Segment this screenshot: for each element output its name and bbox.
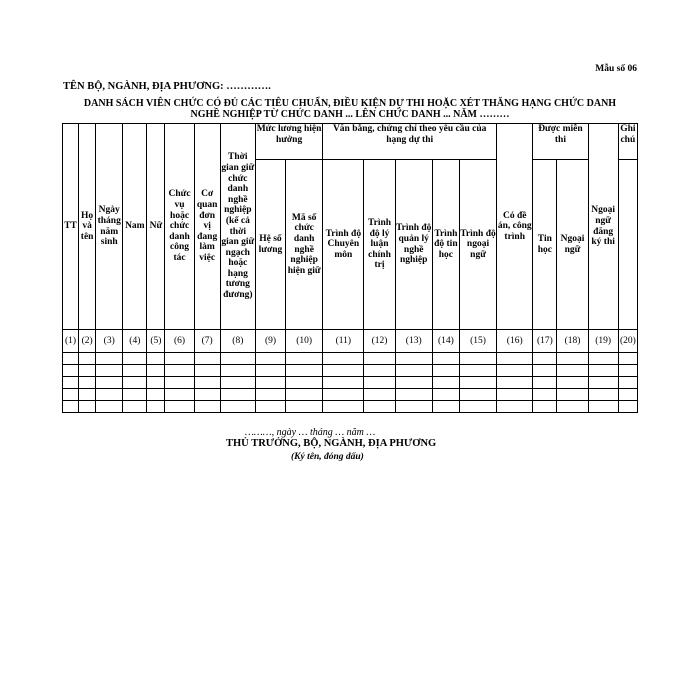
table-cell — [432, 365, 459, 377]
date-line: ………, ngày … tháng … năm … — [245, 427, 376, 438]
table-cell — [459, 365, 496, 377]
col-birth-date: Ngày tháng năm sinh — [96, 124, 123, 330]
col-job-code: Mã số chức danh nghề nghiệp hiện giữ — [286, 160, 323, 330]
ministry-line: TÊN BỘ, NGÀNH, ĐỊA PHƯƠNG: …………. — [63, 81, 271, 92]
column-number: (4) — [123, 330, 147, 353]
table-cell — [63, 377, 79, 389]
table-cell — [63, 365, 79, 377]
table-cell — [323, 353, 364, 365]
group-degrees: Văn bằng, chứng chỉ theo yêu cầu của hạng dự thi — [323, 124, 497, 160]
table-row — [63, 365, 638, 377]
column-number: (15) — [459, 330, 496, 353]
column-number: (14) — [432, 330, 459, 353]
table-cell — [459, 401, 496, 413]
col-workplace: Cơ quan đơn vị đang làm việc — [194, 124, 220, 330]
table-cell — [323, 365, 364, 377]
table-cell — [395, 353, 432, 365]
table-cell — [147, 401, 165, 413]
form-number: Mẫu số 06 — [595, 64, 637, 74]
table-cell — [497, 389, 533, 401]
table-cell — [96, 377, 123, 389]
table-cell — [165, 377, 194, 389]
table-cell — [557, 401, 588, 413]
column-number: (2) — [79, 330, 96, 353]
table-cell — [323, 401, 364, 413]
table-cell — [123, 389, 147, 401]
col-exempt-it: Tin học — [533, 160, 557, 330]
table-cell — [497, 377, 533, 389]
column-number: (6) — [165, 330, 194, 353]
signer-title: THỦ TRƯỞNG, BỘ, NGÀNH, ĐỊA PHƯƠNG — [226, 438, 437, 449]
table-cell — [165, 353, 194, 365]
col-it-level: Trình độ tin học — [432, 160, 459, 330]
table-cell — [123, 353, 147, 365]
table-cell — [395, 389, 432, 401]
table-cell — [557, 365, 588, 377]
table-cell — [557, 389, 588, 401]
table-cell — [194, 353, 220, 365]
table-cell — [459, 389, 496, 401]
document-title — [60, 98, 640, 120]
col-exempt-language: Ngoại ngữ — [557, 160, 588, 330]
table-cell — [618, 365, 637, 377]
column-number: (12) — [364, 330, 395, 353]
column-number: (3) — [96, 330, 123, 353]
candidate-table — [62, 123, 638, 413]
table-cell — [395, 401, 432, 413]
col-tt: TT — [63, 124, 79, 330]
table-cell — [286, 353, 323, 365]
table-cell — [96, 353, 123, 365]
table-cell — [123, 365, 147, 377]
table-cell — [165, 365, 194, 377]
table-cell — [79, 401, 96, 413]
table-cell — [286, 401, 323, 413]
table-cell — [432, 353, 459, 365]
table-cell — [194, 377, 220, 389]
table-cell — [79, 353, 96, 365]
table-cell — [147, 365, 165, 377]
title-line-1: DANH SÁCH VIÊN CHỨC CÓ ĐỦ CÁC TIÊU CHUẨN, ĐIỀU KIỆN DỰ THI HOẶC XÉT THĂNG HẠNG CHỨC DANH — [83, 98, 617, 109]
table-cell — [533, 401, 557, 413]
table-cell — [194, 401, 220, 413]
table-cell — [364, 401, 395, 413]
table-row — [63, 353, 638, 365]
table-cell — [96, 401, 123, 413]
table-cell — [63, 389, 79, 401]
table-cell — [364, 353, 395, 365]
table-cell — [165, 389, 194, 401]
table-cell — [432, 389, 459, 401]
table-cell — [618, 353, 637, 365]
table-cell — [432, 377, 459, 389]
column-number: (17) — [533, 330, 557, 353]
table-cell — [395, 365, 432, 377]
table-cell — [165, 401, 194, 413]
table-row — [63, 377, 638, 389]
col-professional-level: Trình độ Chuyên môn — [323, 160, 364, 330]
table-cell — [588, 377, 618, 389]
column-number: (7) — [194, 330, 220, 353]
table-cell — [588, 353, 618, 365]
column-number: (8) — [220, 330, 255, 353]
table-cell — [364, 377, 395, 389]
column-number: (16) — [497, 330, 533, 353]
table-cell — [147, 389, 165, 401]
col-female: Nữ — [147, 124, 165, 330]
col-full-name: Họ và tên — [79, 124, 96, 330]
table-cell — [79, 389, 96, 401]
table-cell — [618, 389, 637, 401]
column-number-row — [63, 330, 638, 353]
table-cell — [618, 401, 637, 413]
table-cell — [497, 365, 533, 377]
table-cell — [497, 353, 533, 365]
table-cell — [123, 377, 147, 389]
table-cell — [533, 353, 557, 365]
column-number: (11) — [323, 330, 364, 353]
table-cell — [147, 353, 165, 365]
column-number: (5) — [147, 330, 165, 353]
table-cell — [364, 389, 395, 401]
column-number: (9) — [255, 330, 285, 353]
table-cell — [63, 353, 79, 365]
table-cell — [395, 377, 432, 389]
col-project: Có đề án, công trình — [497, 124, 533, 330]
table-cell — [286, 389, 323, 401]
table-cell — [79, 365, 96, 377]
table-cell — [255, 353, 285, 365]
col-tenure: Thời gian giữ chức danh nghề nghiệp (kể cả thời gian giữ ngạch hoặc hạng tương đương) — [220, 124, 255, 330]
table-cell — [220, 389, 255, 401]
col-salary-coefficient: Hệ số lương — [255, 160, 285, 330]
table-cell — [220, 401, 255, 413]
table-cell — [194, 365, 220, 377]
col-political-theory: Trình độ lý luận chính trị — [364, 160, 395, 330]
table-cell — [79, 377, 96, 389]
column-number: (10) — [286, 330, 323, 353]
table-cell — [459, 353, 496, 365]
col-exam-language: Ngoại ngữ đăng ký thi — [588, 124, 618, 330]
table-cell — [123, 401, 147, 413]
table-cell — [96, 365, 123, 377]
table-cell — [533, 377, 557, 389]
group-exempt: Được miễn thi — [533, 124, 588, 160]
table-cell — [255, 389, 285, 401]
column-number: (19) — [588, 330, 618, 353]
table-cell — [255, 365, 285, 377]
col-male: Nam — [123, 124, 147, 330]
table-cell — [147, 377, 165, 389]
blank-rows — [63, 353, 638, 413]
table-cell — [533, 365, 557, 377]
table-cell — [220, 365, 255, 377]
table-cell — [618, 377, 637, 389]
table-cell — [286, 377, 323, 389]
table-cell — [459, 377, 496, 389]
group-salary: Mức lương hiện hưởng — [255, 124, 322, 160]
table-cell — [557, 353, 588, 365]
column-number: (18) — [557, 330, 588, 353]
table-cell — [364, 365, 395, 377]
table-row — [63, 389, 638, 401]
table-cell — [63, 401, 79, 413]
col-language-level: Trình độ ngoại ngữ — [459, 160, 496, 330]
table-cell — [588, 389, 618, 401]
col-position: Chức vụ hoặc chức danh công tác — [165, 124, 194, 330]
table-row — [63, 401, 638, 413]
table-cell — [255, 401, 285, 413]
column-number: (13) — [395, 330, 432, 353]
table-cell — [497, 401, 533, 413]
table-cell — [323, 389, 364, 401]
title-line-2: NGHỀ NGHIỆP TỪ CHỨC DANH ... LÊN CHỨC DANH ... NĂM ……… — [190, 109, 510, 120]
table-cell — [194, 389, 220, 401]
col-management-level: Trình độ quản lý nghề nghiệp — [395, 160, 432, 330]
col-note-blank — [618, 160, 637, 330]
table-cell — [220, 353, 255, 365]
table-cell — [220, 377, 255, 389]
table-cell — [533, 389, 557, 401]
table-cell — [96, 389, 123, 401]
column-number: (20) — [618, 330, 637, 353]
table-cell — [557, 377, 588, 389]
table-cell — [432, 401, 459, 413]
table-cell — [323, 377, 364, 389]
table-cell — [286, 365, 323, 377]
table-cell — [588, 401, 618, 413]
table-cell — [588, 365, 618, 377]
table-cell — [255, 377, 285, 389]
column-number: (1) — [63, 330, 79, 353]
col-note: Ghi chú — [618, 124, 637, 160]
sign-note: (Ký tên, đóng dấu) — [291, 452, 364, 462]
